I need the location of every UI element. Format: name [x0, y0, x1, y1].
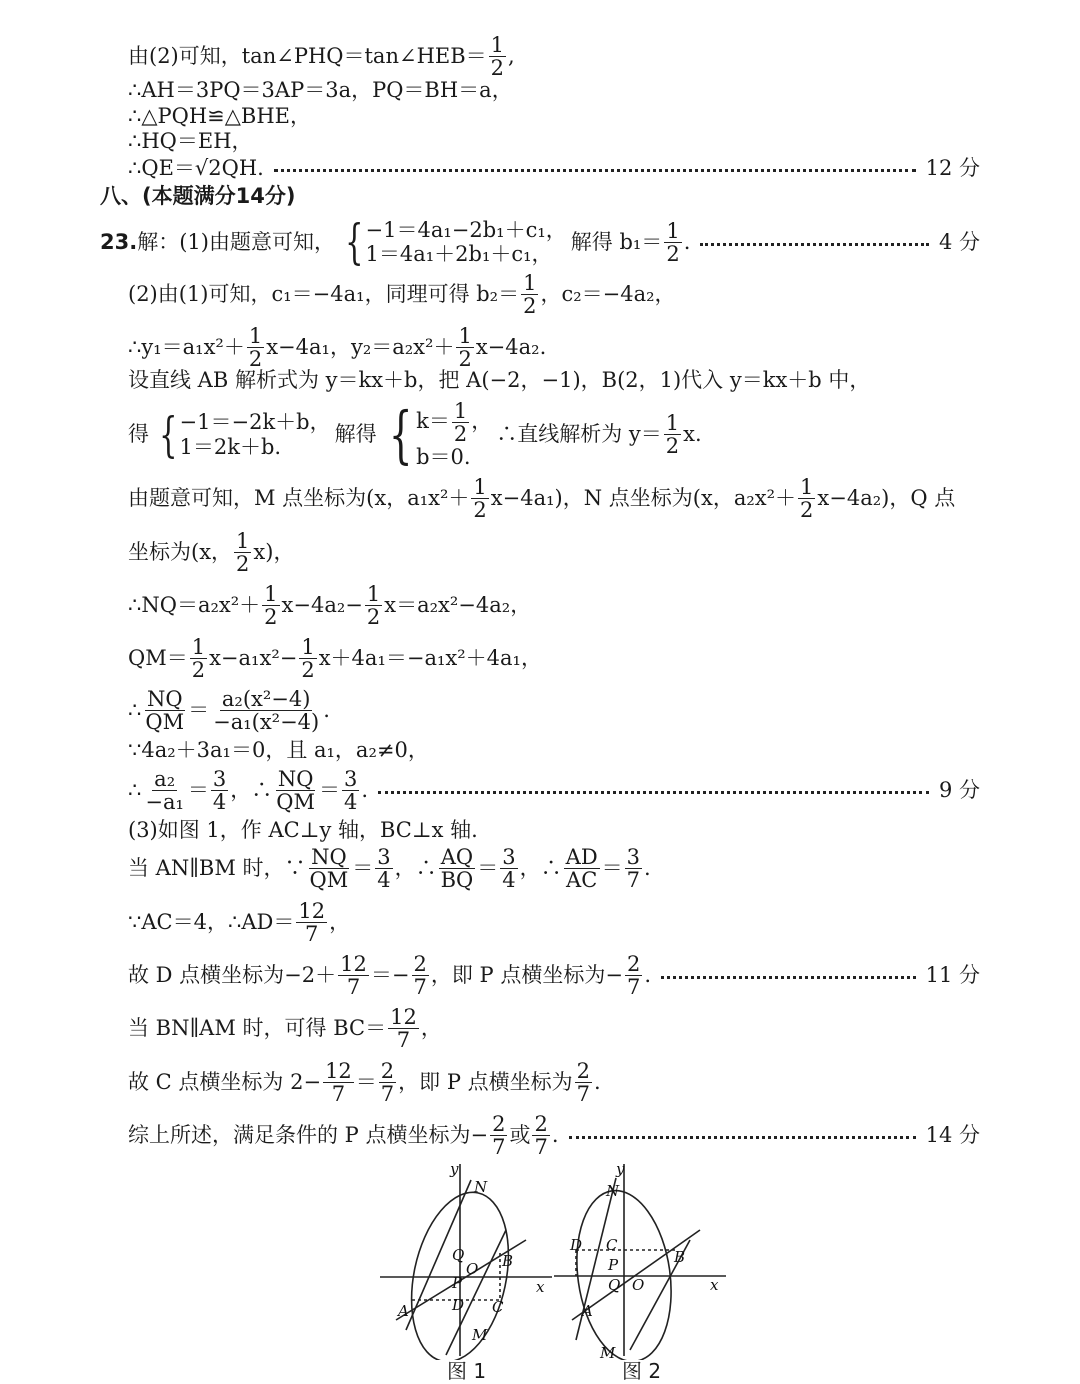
- label-o: O: [466, 1260, 479, 1278]
- label-p: P: [452, 1274, 463, 1292]
- q23-part2-line7: ∴NQ＝a₂x²＋ $\frac{1}{2}$ x−4a₂− $\frac{1}{2}$ x＝a₂x²−4a₂，: [128, 582, 532, 630]
- leader-dots: [274, 169, 916, 172]
- line-ah: ∴AH＝3PQ＝3AP＝3a，PQ＝BH＝a，: [128, 78, 513, 102]
- q23-part3-line6: 故 C 点横坐标为 2− $\frac{12}{7}$ ＝ $\frac{2}{7}$ ，即 P 点横坐标为 $\frac{2}{7}$ .: [128, 1059, 601, 1107]
- label-q: Q: [608, 1276, 621, 1294]
- label-a: A: [582, 1302, 593, 1320]
- q23-part3-line4: 故 D 点横坐标为−2＋ $\frac{12}{7}$ ＝− $\frac{2}{7}$ ，即 P 点横坐标为− $\frac{2}{7}$ . 11 分: [128, 952, 980, 1000]
- label-n: N: [606, 1182, 620, 1200]
- q23-part3-line1: (3)如图 1，作 AC⊥y 轴，BC⊥x 轴.: [128, 818, 478, 842]
- q23-part2-line9: ∴ $\frac{NQ}{QM}$ ＝ $\frac{\text{a₂(x²−4)}}{\text{−a₁(x²−4)}}$ .: [128, 687, 330, 735]
- q23-part2-line2: ∴y₁＝a₁x²＋ $\frac{1}{2}$ x−4a₁，y₂＝a₂x²＋ $\frac{1}{2}$ x−4a₂.: [128, 324, 547, 372]
- q23-part3-line2: 当 AN∥BM 时，∵ $\frac{NQ}{QM}$ ＝ $\frac{3}{4}$ ，∴ $\frac{AQ}{BQ}$ ＝ $\frac{3}{4}$ ，∴ $\frac{AD}{AC}$ ＝ $\frac{3}{7}$ .: [128, 845, 651, 893]
- line-tan: 由(2)可知，tan∠PHQ＝tan∠HEB＝ $\frac{1}{2}$ ,: [128, 33, 515, 81]
- label-a: A: [398, 1302, 409, 1320]
- q23-part1: 23. 解：(1)由题意可知， { −1＝4a₁−2b₁＋c₁， 1＝4a₁＋2b₁＋c₁， 解得 b₁＝ $\frac{1}{2}$ . 4 分: [100, 214, 980, 271]
- leader-dots: [700, 243, 929, 246]
- score: 12 分: [925, 156, 980, 180]
- leader-dots: [661, 976, 916, 979]
- fraction: $\frac{1}{2}$: [666, 218, 680, 266]
- label-d: D: [452, 1296, 465, 1314]
- q23-part3-line5: 当 BN∥AM 时，可得 BC＝ $\frac{12}{7}$ ，: [128, 1005, 442, 1053]
- section-heading: 八、(本题满分14分): [100, 184, 296, 208]
- score: 9 分: [938, 778, 980, 803]
- figure-1-caption: 图 1: [447, 1359, 487, 1383]
- q23-part2-line5: 由题意可知，M 点坐标为(x，a₁x²＋ $\frac{1}{2}$ x−4a₁)，N 点坐标为(x，a₂x²＋ $\frac{1}{2}$ x−4a₂)，Q 点: [128, 475, 956, 523]
- label-p: P: [608, 1256, 619, 1274]
- equation-system: { −1＝4a₁−2b₁＋c₁， 1＝4a₁＋2b₁＋c₁，: [345, 214, 567, 271]
- label-o: O: [632, 1276, 645, 1294]
- label-y: y: [616, 1160, 625, 1178]
- line-qe: ∴QE＝√2QH. 12 分: [128, 156, 980, 180]
- leader-dots: [378, 791, 929, 794]
- q23-part2-line1: (2)由(1)可知，c₁＝−4a₁，同理可得 b₂＝ $\frac{1}{2}$ ，c₂＝−4a₂，: [128, 271, 676, 319]
- line-hq: ∴HQ＝EH，: [128, 129, 253, 153]
- q23-part2-line10: ∵4a₂＋3a₁＝0，且 a₁，a₂≠0，: [128, 738, 429, 762]
- figure-1: [376, 1160, 556, 1360]
- score: 14 分: [925, 1123, 980, 1148]
- fraction: $\frac{1}{2}$: [490, 33, 505, 81]
- label-x: x: [536, 1278, 545, 1296]
- label-n: N: [474, 1178, 488, 1196]
- label-m: M: [472, 1326, 488, 1344]
- label-b: B: [674, 1248, 686, 1266]
- q23-part2-line4: 得 { −1＝−2k＋b， 1＝2k＋b. 解得 { k＝ $\frac{1}{2}$ ， b＝0. ∴直线解析为 y＝ $\frac{1}{2}$ x.: [128, 397, 702, 471]
- q23-part3-line3: ∵AC＝4，∴AD＝ $\frac{12}{7}$ ，: [128, 899, 351, 947]
- leader-dots: [569, 1136, 916, 1139]
- label-x: x: [710, 1276, 719, 1294]
- q23-part2-line3: 设直线 AB 解析式为 y＝kx＋b，把 A(−2，−1)，B(2，1)代入 y＝kx＋b 中，: [128, 368, 871, 392]
- score: 11 分: [925, 963, 980, 988]
- label-b: B: [502, 1252, 514, 1270]
- q23-part2-line11: ∴ $\frac{\text{a₂}}{\text{−a₁}}$ ＝ $\frac{3}{4}$ ，∴ $\frac{NQ}{QM}$ ＝ $\frac{3}{4}$ . 9 分: [128, 767, 980, 815]
- question-number: 23.: [100, 229, 138, 254]
- label-c: C: [606, 1236, 618, 1254]
- line-congruent: ∴△PQH≌△BHE，: [128, 104, 311, 128]
- q23-part2-line8: QM＝ $\frac{1}{2}$ x−a₁x²− $\frac{1}{2}$ x＋4a₁＝−a₁x²＋4a₁，: [128, 635, 542, 683]
- q23-part3-line7: 综上所述，满足条件的 P 点横坐标为− $\frac{2}{7}$ 或 $\frac{2}{7}$ . 14 分: [128, 1112, 980, 1160]
- q23-part2-line6: 坐标为(x， $\frac{1}{2}$ x)，: [128, 529, 295, 577]
- label-q: Q: [452, 1246, 465, 1264]
- score: 4 分: [938, 229, 980, 254]
- label-d: D: [570, 1236, 583, 1254]
- label-c: C: [492, 1298, 504, 1316]
- figure-2: [550, 1160, 730, 1360]
- label-m: M: [600, 1344, 616, 1360]
- label-y: y: [450, 1160, 459, 1178]
- figure-2-caption: 图 2: [622, 1359, 662, 1383]
